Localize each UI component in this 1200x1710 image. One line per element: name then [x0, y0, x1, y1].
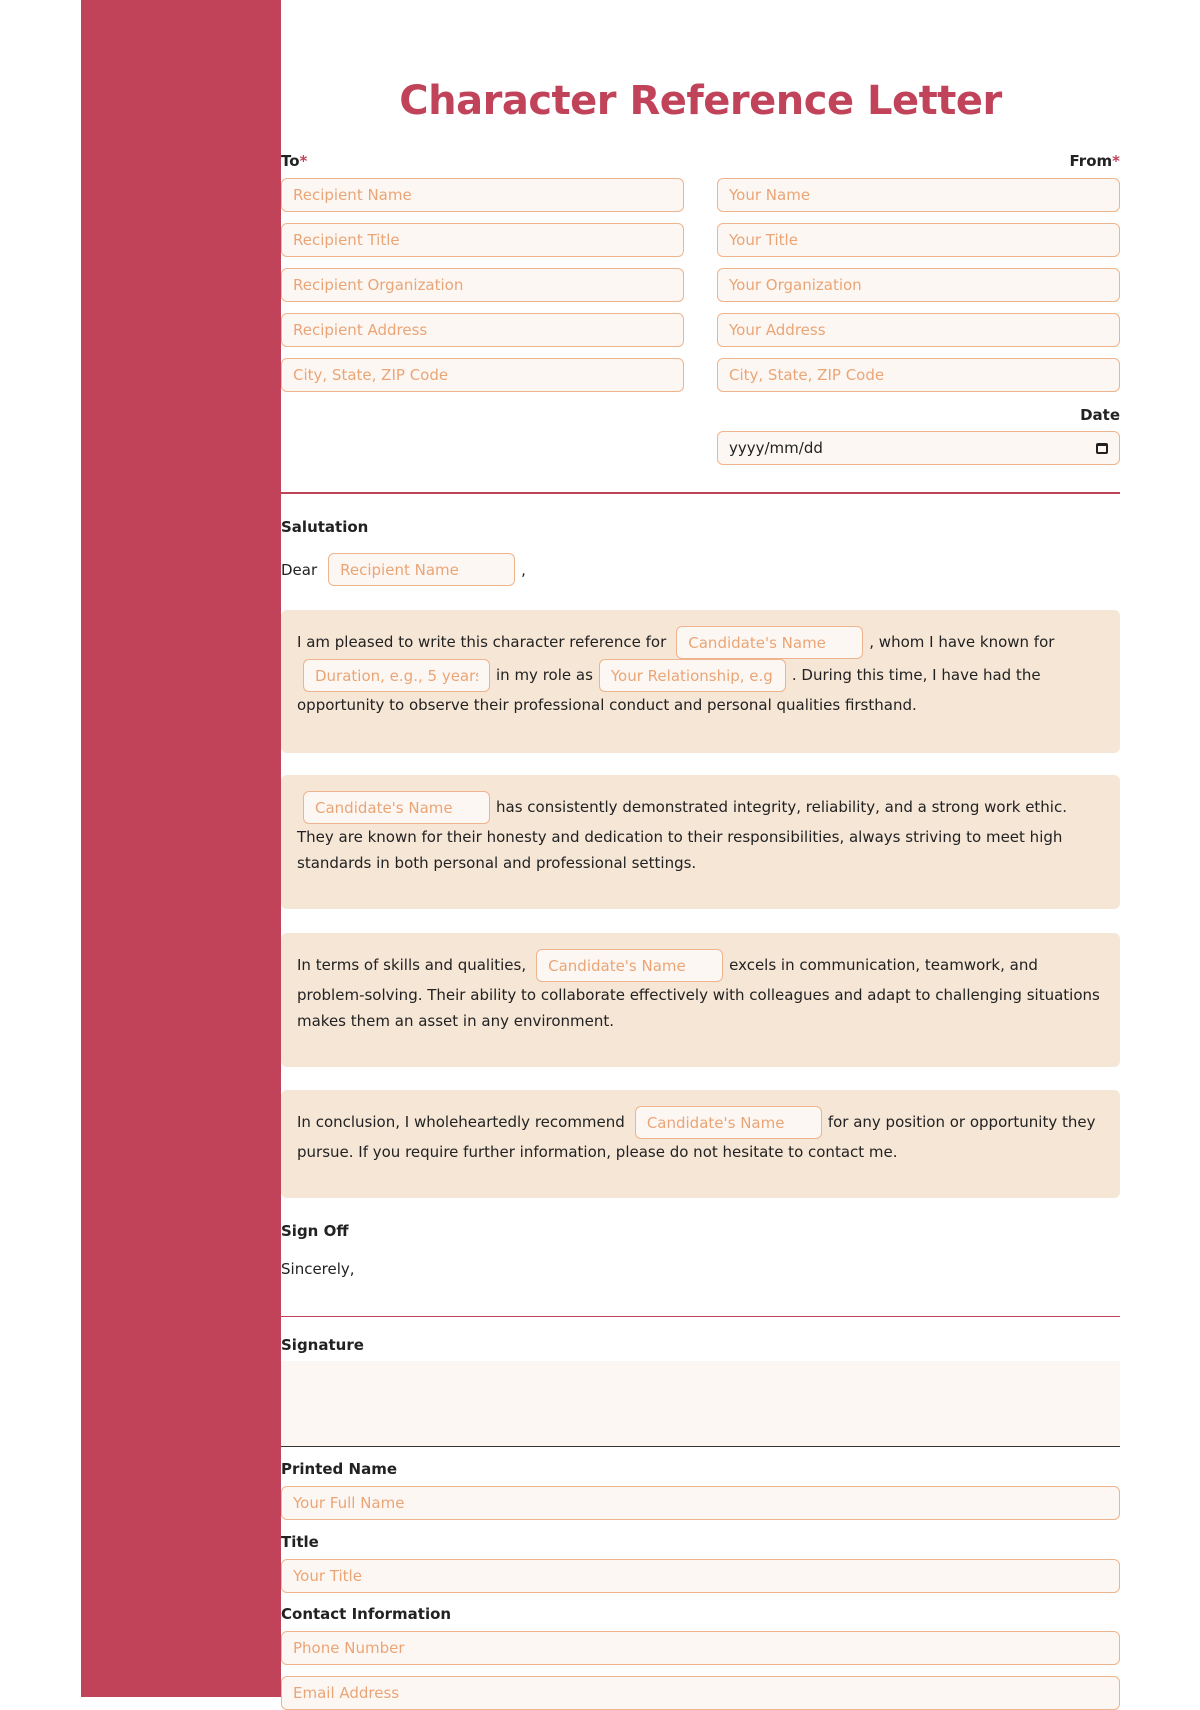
sender-name-input[interactable] — [717, 178, 1120, 212]
sender-organization-input[interactable] — [717, 268, 1120, 302]
signature-line — [281, 1446, 1120, 1447]
section-divider — [281, 1316, 1120, 1317]
paragraph-text: I am pleased to write this character reference for — [297, 633, 667, 651]
required-mark: * — [299, 152, 308, 170]
salutation-recipient-input[interactable] — [328, 553, 515, 586]
salutation-prefix: Dear — [281, 560, 318, 579]
candidate-name-input[interactable] — [536, 949, 723, 982]
paragraph-intro — [281, 610, 1120, 753]
to-label — [281, 152, 307, 170]
from-label — [1070, 152, 1120, 170]
paragraph-skills — [281, 933, 1120, 1067]
candidate-name-input[interactable] — [676, 626, 863, 659]
recipient-organization-input[interactable] — [281, 268, 684, 302]
relationship-input[interactable] — [599, 659, 786, 692]
printed-name-input[interactable] — [281, 1486, 1120, 1520]
signature-heading: Signature — [281, 1336, 364, 1354]
paragraph-text: , whom I have known for — [869, 633, 1055, 651]
paragraph-text: has consistently demonstrated integrity, reliability, and a strong work ethic. They are known for their honesty and dedication to their responsibilities, always striving to meet high standards in both personal and professional settings. — [297, 798, 1067, 872]
printed-name-label: Printed Name — [281, 1460, 397, 1478]
decorative-sidebar — [81, 0, 281, 1697]
recipient-city-state-zip-input[interactable] — [281, 358, 684, 392]
duration-input[interactable] — [303, 659, 490, 692]
sender-title-input[interactable] — [717, 223, 1120, 257]
paragraph-text: In terms of skills and qualities, — [297, 956, 527, 974]
candidate-name-input[interactable] — [303, 791, 490, 824]
email-address-input[interactable] — [281, 1676, 1120, 1710]
paragraph-text: for any position or opportunity they pursue. If you require further information, please do not hesitate to contact me. — [297, 1113, 1096, 1161]
to-label-text: To — [281, 152, 300, 170]
salutation-suffix: , — [521, 560, 526, 579]
recipient-name-input[interactable] — [281, 178, 684, 212]
paragraph-text: in my role as — [496, 666, 593, 684]
paragraph-text: . During this time, I have had the opportunity to observe their professional conduct and personal qualities firsthand. — [297, 666, 1041, 714]
title-input[interactable] — [281, 1559, 1120, 1593]
sender-address-input[interactable] — [717, 313, 1120, 347]
date-input[interactable] — [717, 431, 1120, 465]
recipient-title-input[interactable] — [281, 223, 684, 257]
sender-city-state-zip-input[interactable] — [717, 358, 1120, 392]
sign-off-heading: Sign Off — [281, 1222, 349, 1240]
date-value: yyyy/mm/dd — [729, 439, 823, 457]
calendar-icon[interactable] — [1096, 443, 1108, 454]
salutation-line — [281, 553, 526, 586]
paragraph-text: In conclusion, I wholeheartedly recommend — [297, 1113, 625, 1131]
paragraph-conclusion — [281, 1090, 1120, 1198]
from-label-text: From — [1069, 152, 1113, 170]
date-label: Date — [1080, 406, 1120, 424]
salutation-heading: Salutation — [281, 518, 369, 536]
recipient-address-input[interactable] — [281, 313, 684, 347]
signature-pad[interactable] — [281, 1361, 1120, 1447]
title-label: Title — [281, 1533, 319, 1551]
sign-off-text: Sincerely, — [281, 1260, 355, 1278]
paragraph-character — [281, 775, 1120, 909]
required-mark: * — [1112, 152, 1120, 170]
contact-information-label: Contact Information — [281, 1605, 452, 1623]
paragraph-text: excels in communication, teamwork, and problem-solving. Their ability to collaborate effectively with colleagues and adapt to challenging situations makes them an asset in any environment. — [297, 956, 1100, 1030]
phone-number-input[interactable] — [281, 1631, 1120, 1665]
section-divider — [281, 492, 1120, 494]
page-title: Character Reference Letter — [399, 78, 1002, 124]
candidate-name-input[interactable] — [635, 1106, 822, 1139]
